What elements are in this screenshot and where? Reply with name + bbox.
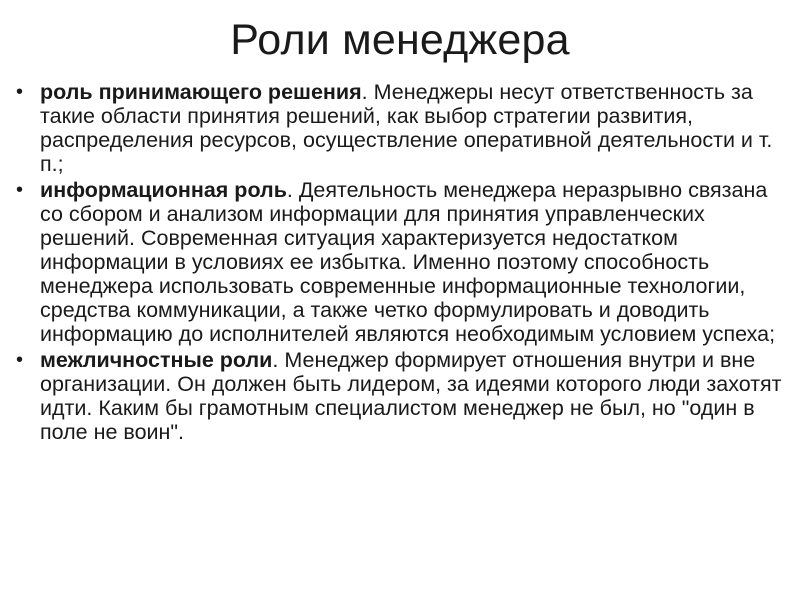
- list-item-decision-role: [14, 80, 786, 176]
- item-description: . Деятельность менеджера неразрывно связана со сбором и анализом информации для принятия управленческих решений. Современная ситуация характеризуется недостатком информации в условиях ее избытка. Именно поэтому способность менеджера использовать современные информационные технологии, средства коммуникации, а также четко формулировать и доводить информацию до исполнителей являются необходимым условием успеха;: [40, 178, 776, 346]
- bullet-icon: •: [16, 179, 24, 201]
- bullet-list: [0, 80, 800, 446]
- bullet-icon: •: [16, 81, 24, 103]
- slide-title: Роли менеджера: [230, 16, 570, 64]
- term-label: межличностные роли: [40, 348, 273, 372]
- item-description: . Менеджер формирует отношения внутри и вне организации. Он должен быть лидером, за идеями которого люди захотят идти. Каким бы грамотным специалистом менеджер не был, но "один в поле не воин".: [40, 348, 782, 444]
- term-label: информационная роль: [40, 178, 287, 202]
- list-item-information-role: [14, 178, 786, 346]
- term-label: роль принимающего решения: [40, 80, 362, 104]
- item-description: . Менеджеры несут ответственность за такие области принятия решений, как выбор стратегии развития, распределения ресурсов, осуществление оперативной деятельности и т. п.;: [40, 80, 773, 176]
- list-item-interpersonal-roles: [14, 348, 786, 444]
- bullet-icon: •: [16, 349, 24, 371]
